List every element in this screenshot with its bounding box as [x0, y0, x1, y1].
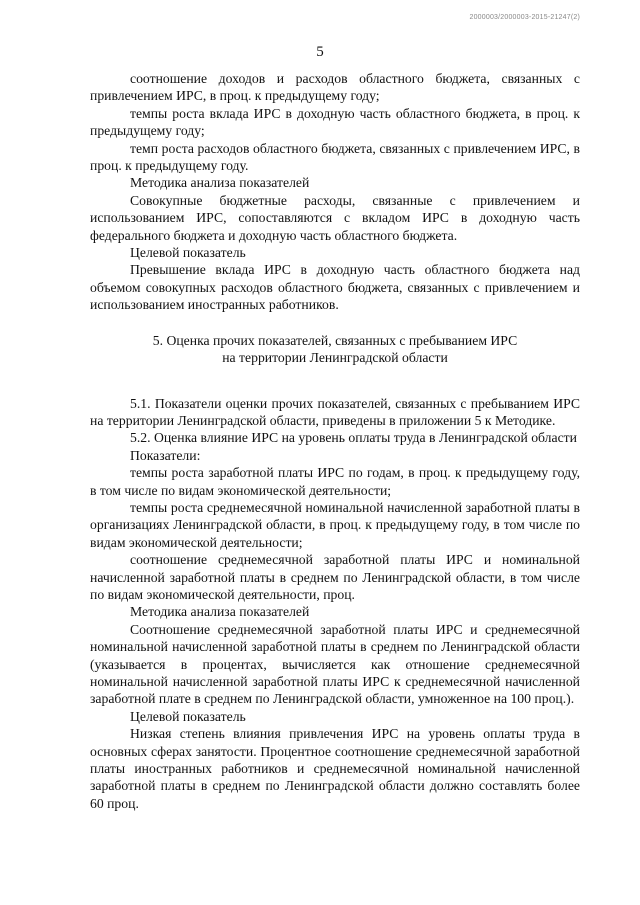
paragraph: 5.1. Показатели оценки прочих показателей, связанных с пребыванием ИРС на территории Ленинградской области, приведены в приложении 5 к Методике. [90, 395, 580, 428]
paragraph: темпы роста заработной платы ИРС по годам, в проц. к предыдущему году, в том числе по видам экономической деятельности; [90, 465, 580, 498]
document-id: 2000003/2000003-2015-21247(2) [469, 14, 580, 21]
section-title [90, 332, 580, 367]
paragraph: соотношение доходов и расходов областного бюджета, связанных с привлечением ИРС, в проц. к предыдущему году; [90, 71, 580, 104]
section-title-line: на территории Ленинградской области [222, 350, 448, 366]
paragraph: Превышение вклада ИРС в доходную часть областного бюджета над объемом совокупных расходов областного бюджета, связанных с привлечением и использованием иностранных работников. [90, 262, 580, 313]
paragraph: Совокупные бюджетные расходы, связанные с привлечением и использованием ИРС, сопоставляются с вкладом ИРС в доходную часть федерального бюджета и доходную часть областного бюджета. [90, 192, 580, 243]
paragraph: темпы роста среднемесячной номинальной начисленной заработной платы в организациях Ленинградской области, в проц. к предыдущему году, в том числе по видам экономической деятельности; [90, 499, 580, 550]
paragraph: темпы роста вклада ИРС в доходную часть областного бюджета, в проц. к предыдущему году; [90, 105, 580, 139]
page-number: 5 [316, 44, 324, 60]
paragraph: соотношение среднемесячной заработной платы ИРС и номинальной начисленной заработной платы в среднем по Ленинградской области, в том числе по видам экономической деятельности, проц. [90, 552, 580, 602]
subheading: Целевой показатель [130, 708, 246, 724]
paragraph: 5.2. Оценка влияние ИРС на уровень оплаты труда в Ленинградской области [130, 430, 577, 446]
document-body [90, 70, 580, 812]
subheading: Целевой показатель [130, 245, 246, 261]
subheading: Методика анализа показателей [130, 604, 310, 620]
section-title-line: 5. Оценка прочих показателей, связанных с пребыванием ИРС [152, 332, 518, 348]
subheading: Методика анализа показателей [130, 175, 310, 191]
paragraph: Низкая степень влияния привлечения ИРС на уровень оплаты труда в основных сферах занятости. Процентное соотношение среднемесячной заработной платы иностранных работников и среднемесячной номинальной начисленной заработной платы в среднем по Ленинградской области должно составлять более 60 проц. [90, 726, 580, 811]
paragraph: темп роста расходов областного бюджета, связанных с привлечением ИРС, в проц. к предыдущему году. [90, 140, 580, 174]
subheading: Показатели: [130, 447, 201, 463]
paragraph: Соотношение среднемесячной заработной платы ИРС и среднемесячной номинальной начисленной заработной платы в среднем по Ленинградской области (указывается в процентах, вычисляется как отношение среднемесячной номинальной начисленной заработной платы ИРС к среднемесячной начисленной заработной плате в среднем по Ленинградской области, умноженное на 100 проц.). [90, 621, 580, 707]
